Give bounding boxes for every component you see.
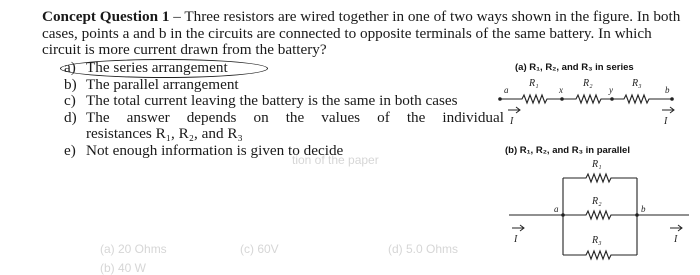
ghost-text: (d) 5.0 Ohms (388, 242, 459, 256)
parallel-label-r1: R₁ (592, 159, 602, 170)
ghost-text: tion of the paper (292, 153, 379, 167)
option-text: The total current leaving the battery is the same in both cases (86, 92, 458, 110)
parallel-label-b: b (641, 204, 646, 214)
option-b[interactable] (64, 77, 504, 94)
parallel-label-r3: R₃ (592, 235, 602, 246)
current-label-right: I (664, 116, 668, 127)
option-text: The series arrangement (86, 59, 228, 76)
node-x (560, 97, 564, 101)
node-b (670, 97, 674, 101)
node-y (610, 97, 614, 101)
parallel-label-a: a (554, 204, 559, 214)
selected-answer-circle (60, 59, 268, 78)
option-letter: a) (64, 59, 76, 76)
parallel-label-r2: R₂ (592, 196, 602, 207)
parallel-current-arrow-right (670, 225, 682, 231)
option-letter: d) (64, 108, 77, 126)
ghost-text: (c) 60V (240, 242, 279, 256)
label-r3: R₃ (632, 78, 642, 89)
label-a: a (504, 85, 509, 95)
label-b: b (665, 85, 670, 95)
parallel-current-label-right: I (674, 234, 678, 245)
option-text: Not enough information is given to decide (86, 141, 344, 159)
option-letter: c) (64, 92, 76, 110)
option-e[interactable] (64, 143, 504, 160)
answer-options (64, 60, 504, 160)
ghost-text: (b) 40 W (100, 261, 147, 275)
option-text: The answer depends on the values of the individual (86, 108, 504, 126)
question-body: – Three resistors are wired together in one of two ways shown in the figure. In both cases, points a and b in the circuits are connected to opposite terminals of the same battery. In which circuit is more current drawn from the battery? (42, 8, 681, 59)
branch-r2 (563, 211, 637, 219)
ghost-text: (a) 20 Ohms (100, 242, 167, 256)
option-text: The parallel arrangement (86, 75, 239, 93)
option-c[interactable] (64, 93, 504, 110)
label-r1: R₁ (529, 78, 539, 89)
label-r2: R₂ (583, 78, 593, 89)
parallel-caption: (b) R₁, R₂, and R₃ in parallel (505, 145, 630, 156)
label-y: y (609, 85, 613, 95)
option-d-continuation: resistances R₁, R₂, and R₃ (86, 125, 243, 143)
branch-r1 (563, 174, 637, 182)
label-x: x (559, 85, 563, 95)
current-arrow-right (662, 107, 674, 113)
current-label-left: I (510, 116, 514, 127)
option-letter: e) (64, 141, 76, 159)
branch-r3 (563, 251, 637, 259)
option-letter: b) (64, 75, 77, 93)
parallel-current-label-left: I (514, 234, 518, 245)
current-arrow-left (508, 107, 520, 113)
parallel-node-b (635, 213, 639, 217)
option-d[interactable] (64, 110, 504, 127)
question-text (42, 9, 692, 59)
question-heading: Concept Question 1 (42, 8, 170, 25)
series-wire (500, 95, 672, 103)
parallel-current-arrow-left (512, 225, 524, 231)
series-caption: (a) R₁, R₂, and R₃ in series (515, 62, 634, 73)
parallel-node-a (561, 213, 565, 217)
